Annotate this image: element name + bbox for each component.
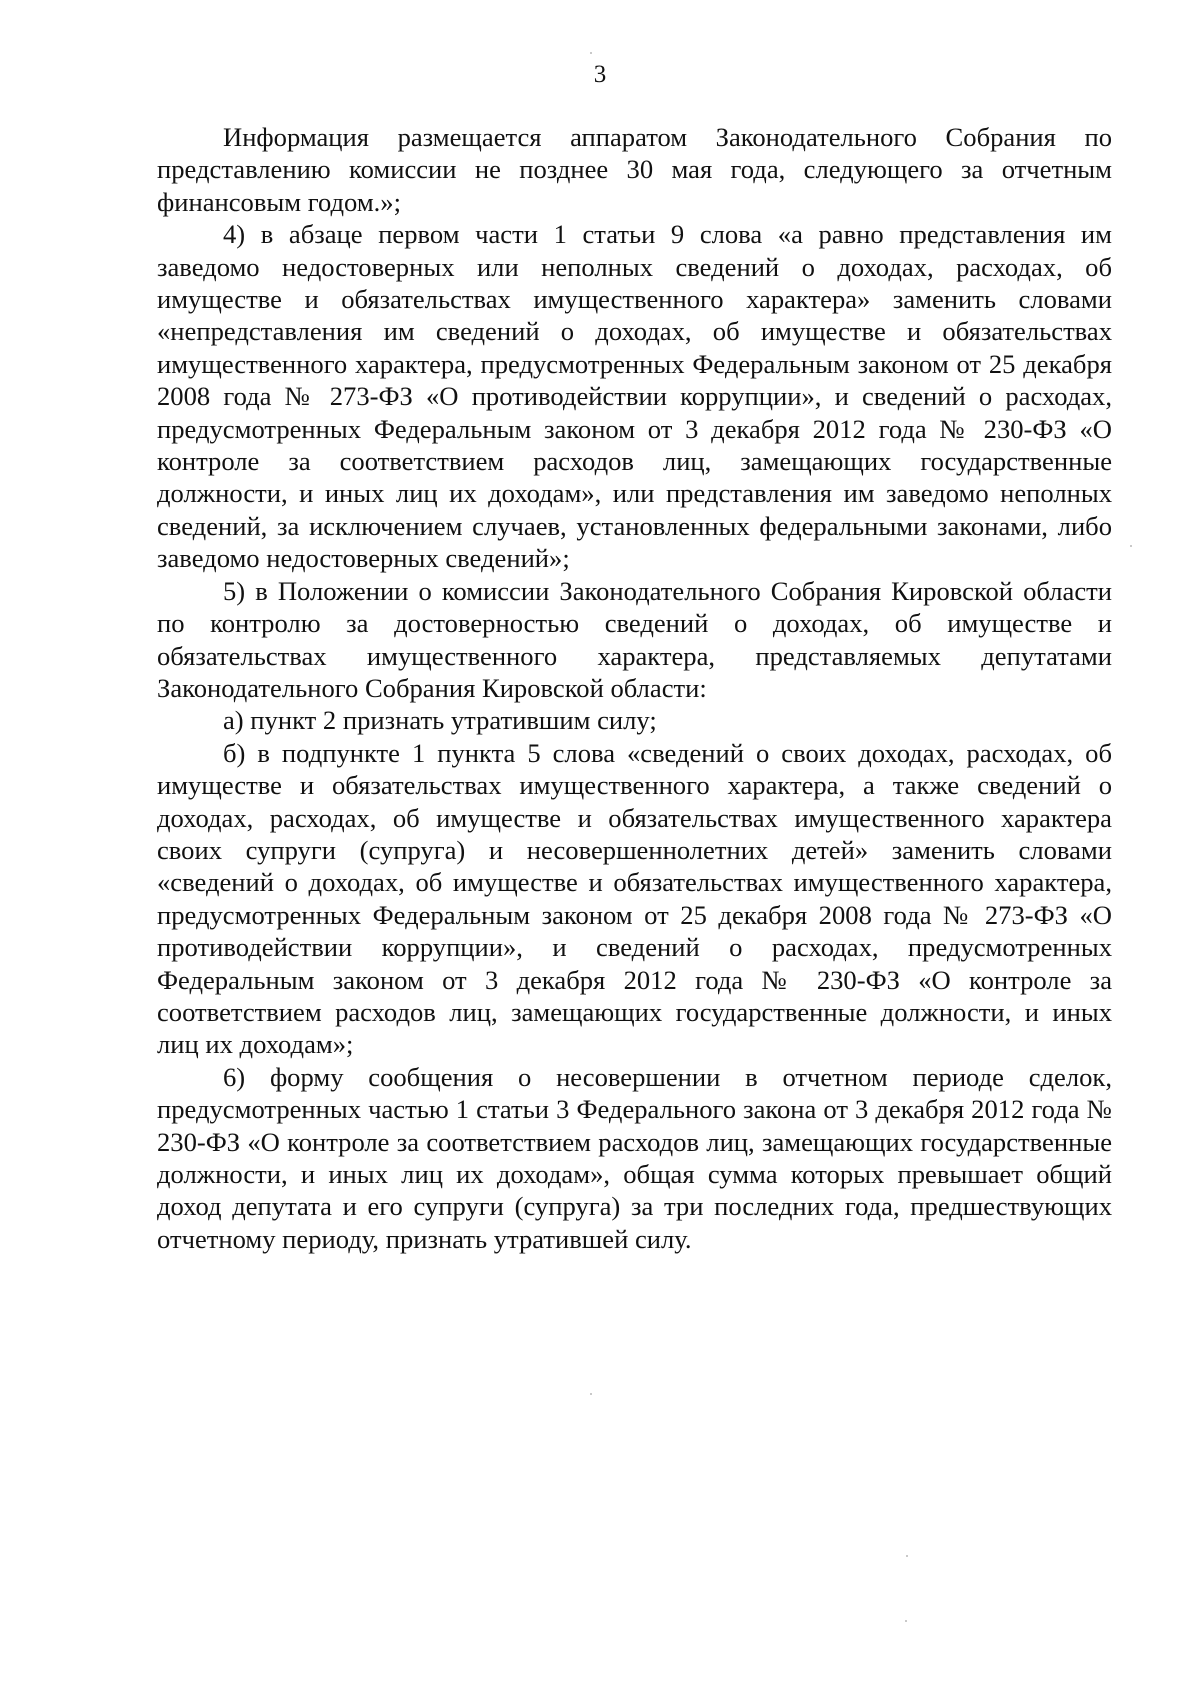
scan-speck [590, 1393, 592, 1395]
scan-speck [1130, 545, 1132, 547]
scan-speck [906, 1555, 908, 1557]
scan-speck [590, 52, 592, 54]
scan-speck [905, 1620, 907, 1622]
paragraph-item-6: 6) форму сообщения о несовершении в отчетном периоде сделок, предусмотренных частью 1 статьи 3 Федерального закона от 3 декабря 2012 года № 230-ФЗ «О контроле за соответствием расходов лиц, замещающих государственные должности, и иных лиц их доходам», общая сумма которых превышает общий доход депутата и его супруги (супруга) за три последних года, предшествующих отчетному периоду, признать утратившей силу. [157, 1061, 1112, 1254]
paragraph-item-5b: б) в подпункте 1 пункта 5 слова «сведений о своих доходах, расходах, об имуществе и обязательствах имущественного характера, а также сведений о доходах, расходах, об имуществе и обязательствах имущественного характера своих супруги (супруга) и несовершеннолетних детей» заменить словами «сведений о доходах, об имуществе и обязательствах имущественного характера, предусмотренных Федеральным законом от 25 декабря 2008 года № 273-ФЗ «О противодействии коррупции», и сведений о расходах, предусмотренных Федеральным законом от 3 декабря 2012 года № 230-ФЗ «О контроле за соответствием расходов лиц, замещающих государственные должности, и иных лиц их доходам»; [157, 737, 1112, 1060]
paragraph-item-5a: а) пункт 2 признать утратившим силу; [223, 705, 657, 736]
paragraph-info-placement: Информация размещается аппаратом Законодательного Собрания по представлению комиссии не позднее 30 мая года, следующего за отчетным финансовым годом.»; [157, 122, 1112, 217]
document-body [157, 121, 1112, 1255]
page-number: 3 [593, 61, 607, 88]
paragraph-item-5: 5) в Положении о комиссии Законодательного Собрания Кировской области по контролю за достоверностью сведений о доходах, об имуществе и обязательствах имущественного характера, представляемых депутатами Законодательного Собрания Кировской области: [157, 575, 1112, 703]
paragraph-item-4: 4) в абзаце первом части 1 статьи 9 слова «а равно представления им заведомо недостоверных или неполных сведений о доходах, расходах, об имуществе и обязательствах имущественного характера» заменить словами «непредставления им сведений о доходах, об имуществе и обязательствах имущественного характера, предусмотренных Федеральным законом от 25 декабря 2008 года № 273-ФЗ «О противодействии коррупции», и сведений о расходах, предусмотренных Федеральным законом от 3 декабря 2012 года № 230-ФЗ «О контроле за соответствием расходов лиц, замещающих государственные должности, и иных лиц их доходам», или представления им заведомо неполных сведений, за исключением случаев, установленных федеральными законами, либо заведомо недостоверных сведений»; [157, 219, 1112, 574]
